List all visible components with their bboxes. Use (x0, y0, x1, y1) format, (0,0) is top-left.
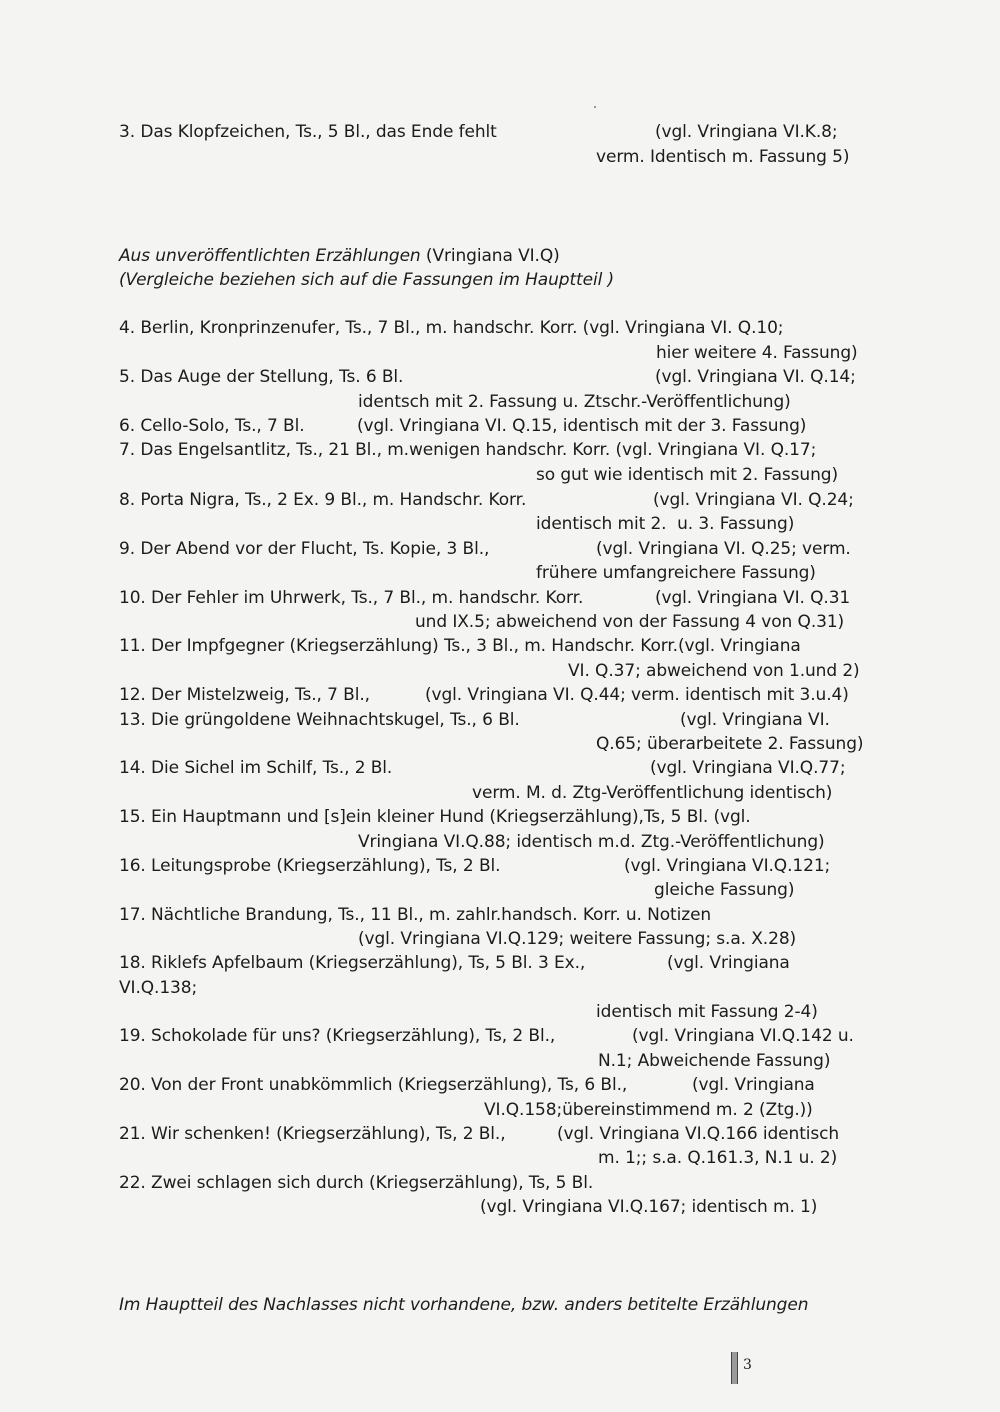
list-line: und IX.5; abweichend von der Fassung 4 von Q.31) (415, 612, 845, 632)
list-line-note: (vgl. Vringiana VI.Q.77; (650, 758, 846, 778)
entry-3-note: (vgl. Vringiana VI.K.8; (655, 122, 838, 142)
list-line: 10. Der Fehler im Uhrwerk, Ts., 7 Bl., m. handschr. Korr. (119, 588, 584, 608)
list-line: (vgl. Vringiana VI.Q.129; weitere Fassung; s.a. X.28) (358, 929, 797, 949)
list-line: 18. Riklefs Apfelbaum (Kriegserzählung), Ts, 5 Bl. 3 Ex., (119, 953, 586, 973)
list-line: identisch mit Fassung 2-4) (596, 1002, 818, 1022)
list-line-note: (vgl. Vringiana VI. Q.14; (655, 367, 856, 387)
list-line-note: (vgl. Vringiana VI. Q.24; (653, 490, 854, 510)
list-line: (vgl. Vringiana VI.Q.167; identisch m. 1) (480, 1197, 818, 1217)
section-heading (119, 245, 560, 267)
list-line-note: (vgl. Vringiana VI. Q.31 (655, 588, 851, 608)
list-line: 15. Ein Hauptmann und [s]ein kleiner Hund (Kriegserzählung),Ts, 5 Bl. (vgl. (119, 807, 751, 827)
list-line: verm. M. d. Ztg-Veröffentlichung identisch) (472, 783, 833, 803)
list-line: 20. Von der Front unabkömmlich (Kriegserzählung), Ts, 6 Bl., (119, 1075, 628, 1095)
list-line-note: (vgl. Vringiana VI. (680, 710, 830, 730)
list-line-note: (vgl. Vringiana (692, 1075, 815, 1095)
page-marker-bar (731, 1352, 738, 1384)
section-heading-italic: Aus unveröffentlichten Erzählungen (119, 246, 421, 266)
list-line-note: (vgl. Vringiana VI.Q.166 identisch (557, 1124, 840, 1144)
list-line: 8. Porta Nigra, Ts., 2 Ex. 9 Bl., m. Handschr. Korr. (119, 490, 527, 510)
list-line-note: (vgl. Vringiana VI.Q.142 u. (632, 1026, 854, 1046)
list-line: 22. Zwei schlagen sich durch (Kriegserzählung), Ts, 5 Bl. (119, 1173, 594, 1193)
section-2-heading: Im Hauptteil des Nachlasses nicht vorhandene, bzw. anders betitelte Erzählungen (119, 1295, 809, 1315)
entry-3-note-cont: verm. Identisch m. Fassung 5) (596, 147, 850, 167)
list-line-note: (vgl. Vringiana VI. Q.15, identisch mit der 3. Fassung) (357, 416, 807, 436)
list-line: so gut wie identisch mit 2. Fassung) (536, 465, 839, 485)
list-line: VI. Q.37; abweichend von 1.und 2) (568, 661, 860, 681)
list-line: N.1; Abweichende Fassung) (598, 1051, 831, 1071)
section-subheading: (Vergleiche beziehen sich auf die Fassungen im Hauptteil ) (119, 270, 615, 290)
list-line: 14. Die Sichel im Schilf, Ts., 2 Bl. (119, 758, 393, 778)
list-line: 11. Der Impfgegner (Kriegserzählung) Ts., 3 Bl., m. Handschr. Korr.(vgl. Vringiana (119, 636, 801, 656)
entry-3-title: 3. Das Klopfzeichen, Ts., 5 Bl., das Ende fehlt (119, 122, 497, 142)
section-heading-ref: (Vringiana VI.Q) (420, 246, 560, 266)
list-line-note: (vgl. Vringiana VI. Q.44; verm. identisch mit 3.u.4) (425, 685, 849, 705)
list-line: VI.Q.138; (119, 978, 198, 998)
list-line: frühere umfangreichere Fassung) (536, 563, 816, 583)
list-line: m. 1;; s.a. Q.161.3, N.1 u. 2) (598, 1148, 838, 1168)
scan-speck (594, 106, 596, 108)
list-line-note: (vgl. Vringiana (667, 953, 790, 973)
list-line: identisch mit 2. u. 3. Fassung) (536, 514, 795, 534)
page-number: 3 (743, 1357, 752, 1373)
list-line: 12. Der Mistelzweig, Ts., 7 Bl., (119, 685, 370, 705)
list-line-note: (vgl. Vringiana VI. Q.25; verm. (596, 539, 851, 559)
list-line: 17. Nächtliche Brandung, Ts., 11 Bl., m. zahlr.handsch. Korr. u. Notizen (119, 905, 712, 925)
list-line: 16. Leitungsprobe (Kriegserzählung), Ts, 2 Bl. (119, 856, 501, 876)
list-line: VI.Q.158;übereinstimmend m. 2 (Ztg.)) (484, 1100, 813, 1120)
list-line: 9. Der Abend vor der Flucht, Ts. Kopie, 3 Bl., (119, 539, 490, 559)
list-line: 6. Cello-Solo, Ts., 7 Bl. (119, 416, 305, 436)
list-line: gleiche Fassung) (654, 880, 795, 900)
list-line: Vringiana VI.Q.88; identisch m.d. Ztg.-Veröffentlichung) (358, 832, 825, 852)
list-line-note: (vgl. Vringiana VI.Q.121; (624, 856, 831, 876)
list-line: 21. Wir schenken! (Kriegserzählung), Ts, 2 Bl., (119, 1124, 506, 1144)
list-line: hier weitere 4. Fassung) (656, 343, 858, 363)
list-line: Q.65; überarbeitete 2. Fassung) (596, 734, 864, 754)
list-line: 13. Die grüngoldene Weihnachtskugel, Ts., 6 Bl. (119, 710, 520, 730)
list-line: 5. Das Auge der Stellung, Ts. 6 Bl. (119, 367, 404, 387)
list-line: 4. Berlin, Kronprinzenufer, Ts., 7 Bl., m. handschr. Korr. (vgl. Vringiana VI. Q.10; (119, 318, 784, 338)
list-line: 7. Das Engelsantlitz, Ts., 21 Bl., m.wenigen handschr. Korr. (vgl. Vringiana VI. Q.17; (119, 440, 817, 460)
list-line: identsch mit 2. Fassung u. Ztschr.-Veröffentlichung) (358, 392, 791, 412)
list-line: 19. Schokolade für uns? (Kriegserzählung), Ts, 2 Bl., (119, 1026, 556, 1046)
